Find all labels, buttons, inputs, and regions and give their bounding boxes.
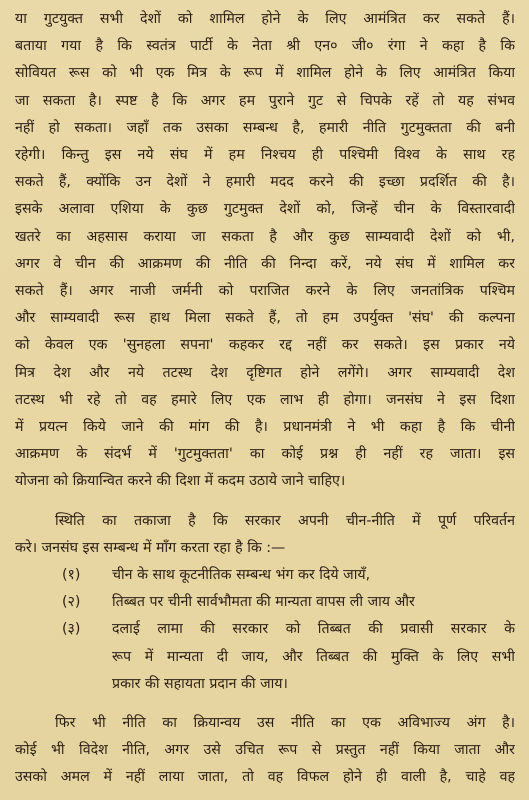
paragraph-1 [15,6,515,496]
paragraph-2 [15,508,515,562]
text-line: सकते हैं। अगर नाजी जर्मनी को पराजित करने के लिए जनतांत्रिक पश्चिम [15,283,515,300]
demands-list [15,562,515,698]
text-line: चीन के साथ कूटनीतिक सम्बन्ध भंग कर दिये जायँ, [112,567,371,584]
demand-number: (३) [62,621,81,638]
text-line: सकते हैं, क्योंकि उन देशों ने हमारी मदद करने की इच्छा प्रदर्शित की है। [15,174,515,191]
text-line: बताया गया है कि स्वतंत्र पार्टी के नेता श्री एन० जी० रंगा ने कहा है कि [15,38,515,55]
text-line: जा सकता है। स्पष्ट है कि अगर हम पुराने गुट से चिपके रहें तो यह संभव [15,92,515,109]
text-line: रूप में मान्यता दी जाय, और तिब्बत की मुक्ति के लिए सभी [112,648,515,665]
text-line: आक्रमण के संदर्भ में 'गुटमुक्तता' का कोई प्रश्न ही नहीं रह जाता। इस [15,446,515,463]
text-line: कोई भी विदेश नीति, अगर उसे उचित रूप से प्रस्तुत नहीं किया जाता और [15,742,515,759]
paragraph-gap [15,496,515,508]
demand-text [112,616,515,698]
demand-text [112,562,515,589]
text-line: मित्र देश और नये तटस्थ देश दृष्टिगत होने लगेंगे। अगर साम्यवादी देश [15,364,515,381]
demand-item [15,589,515,616]
text-line: खतरे का अहसास कराया जा सकता है और कुछ साम्यवादी देशों को भी, [15,228,515,245]
text-line: को केवल एक 'सुनहला सपना' कहकर रद्द नहीं कर सकते। इस प्रकार नये [15,337,515,354]
text-line: तटस्थ भी रहे तो वह हमारे लिए एक लाभ ही होगा। जनसंघ ने इस दिशा [15,391,515,408]
demand-item [15,616,515,698]
text-line: रहेगी। किन्तु इस नये संघ में हम निश्चय ही पश्चिमी विश्व के साथ रह [15,147,515,164]
text-line: में प्रयत्न किये जाने की मांग की है। प्रधानमंत्री ने भी कहा है कि चीनी [15,419,515,436]
text-line: फिर भी नीति का क्रियान्वय उस नीति का एक अविभाज्य अंग है। [55,715,515,732]
text-line: और साम्यवादी रूस हाथ मिला सकते हैं, तो हम उपर्युक्त 'संघ' की कल्पना [15,310,515,327]
demand-number: (१) [62,567,81,584]
demand-number: (२) [62,594,81,611]
text-line: नहीं हो सकता। जहाँ तक उसका सम्बन्ध है, हमारी नीति गुटमुक्तता की बनी [15,119,515,136]
text-line: उसको अमल में नहीं लाया जाता, तो वह विफल होने ही वाली है, चाहे वह [15,769,515,786]
text-line: सोवियत रूस को भी एक मित्र के रूप में शामिल होने के लिए आमंत्रित किया [15,65,515,82]
text-line: करे। जनसंघ इस सम्बन्ध में माँग करता रहा है कि :— [15,539,286,556]
text-line: स्थिति का तकाजा है कि सरकार अपनी चीन-नीति में पूर्ण परिवर्तन [55,512,515,529]
text-line: दलाई लामा की सरकार को तिब्बत की प्रवासी सरकार के [112,621,515,638]
text-line: इसके अलावा एशिया के कुछ गुटमुक्त देशों को, जिन्हें चीन के विस्तारवादी [15,201,515,218]
demand-item [15,562,515,589]
text-line: तिब्बत पर चीनी सार्वभौमता की मान्यता वापस ली जाय और [112,594,415,611]
text-line: प्रकार की सहायता प्रदान की जाय। [112,675,288,692]
text-line: योजना को क्रियान्वित करने की दिशा में कदम उठाये जाने चाहिए। [15,473,346,490]
demand-text [112,589,515,616]
text-line: या गुटयुक्त सभी देशों को शामिल होने के लिए आमंत्रित कर सकते हैं। [15,11,515,27]
text-line: अगर वे चीन की आक्रमण की नीति की निन्दा करें, नये संघ में शामिल कर [15,255,515,272]
paragraph-3 [15,710,515,792]
paragraph-gap [15,698,515,710]
